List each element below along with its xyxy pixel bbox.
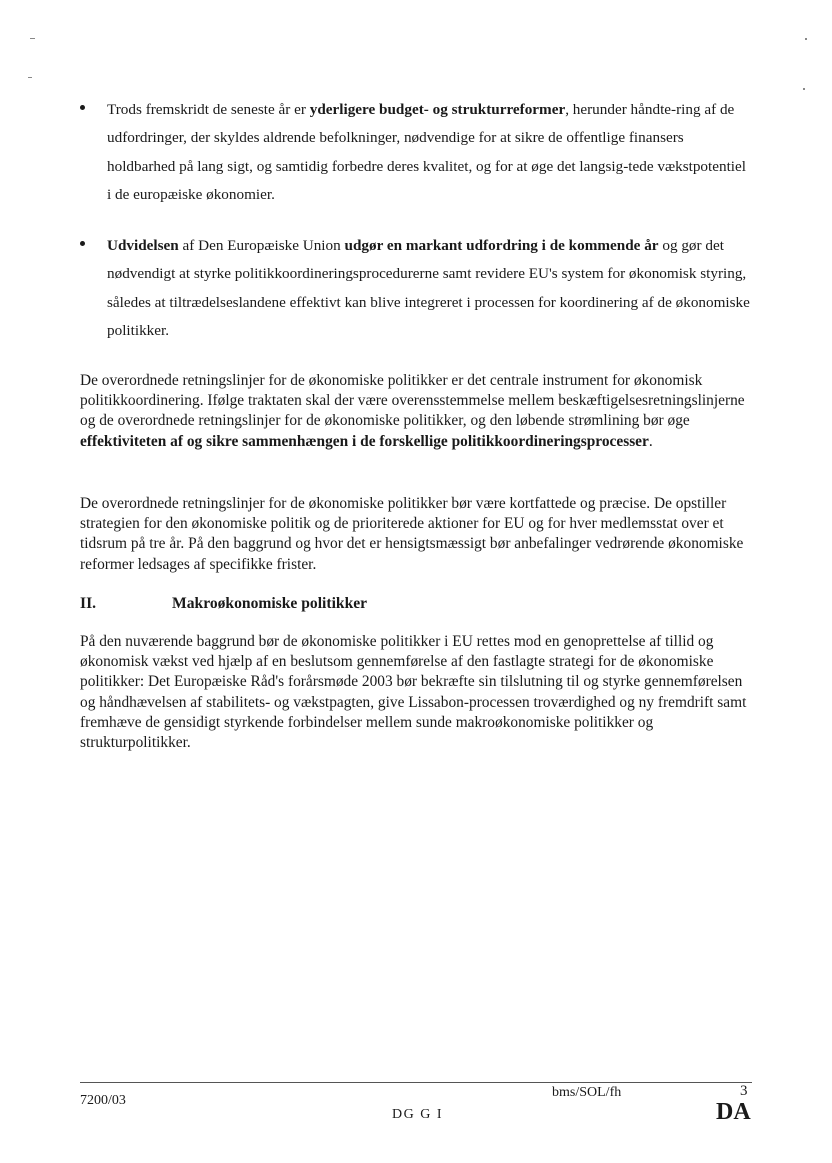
footer-divider (80, 1082, 752, 1083)
scan-speck (803, 88, 805, 90)
bullet-item-enlargement (80, 232, 752, 346)
bullet-item-reforms (80, 96, 752, 210)
bullet-icon (80, 241, 85, 246)
section-title: Makroøkonomiske politikker (172, 595, 368, 612)
scan-speck (30, 38, 35, 39)
bullet-icon (80, 105, 85, 110)
footer-language-code: DA (716, 1099, 751, 1125)
paragraph-guidelines: De overordnede retningslinjer for de økonomiske politikker er det centrale instrument for økonomisk politikkoordinering. Ifølge traktaten skal der være overensstemmelse mellem beskæftigelsesretningslinjerne og de overordnede retningslinjer for de økonomiske politikker, og den løbende strømlining bør øge effektiviteten af og sikre sammenhængen i de forskellige politikkoordineringsprocesser. (80, 372, 745, 450)
bullet-text: Trods fremskridt de seneste år er yderligere budget- og strukturreformer, herunder håndte-ring af de udfordringer, der skyldes aldrende befolkninger, nødvendige for at sikre de offentlige finansers holdbarhed på lang sigt, og samtidig forbedre deres kvalitet, og for at øge det langsig-tede vækstpotentiel i de europæiske økonomier. (107, 101, 746, 204)
footer-page-number: 3 (740, 1083, 748, 1099)
scan-speck (28, 77, 32, 78)
bullet-text: Udvidelsen af Den Europæiske Union udgør en markant udfordring i de kommende år og gør det nødvendigt at styrke politikkoordineringsprocedurerne samt revidere EU's system for økonomisk styring, således at tiltrædelseslandene effektivt kan blive integreret i processen for koordinering af de økonomiske politikker. (107, 237, 750, 340)
footer-directorate: DG G I (392, 1107, 443, 1122)
footer-reference: bms/SOL/fh (552, 1085, 622, 1100)
footer-doc-number: 7200/03 (80, 1093, 126, 1108)
section-heading (80, 595, 367, 613)
paragraph-concise: De overordnede retningslinjer for de økonomiske politikker bør være kortfattede og præcise. De opstiller strategien for den økonomiske politik og de prioriterede aktioner for EU og for hver medlemsstat over et tidsrum på tre år. På den baggrund og hvor det er hensigtsmæssigt bør anbefalinger vedrørende økonomiske reformer ledsages af specifikke frister. (80, 495, 744, 573)
paragraph-macroeconomic: På den nuværende baggrund bør de økonomiske politikker i EU rettes mod en genoprettelse af tillid og økonomisk vækst ved hjælp af en beslutsom gennemførelse af den fastlagte strategi for de økonomiske politikker: Det Europæiske Råd's forårsmøde 2003 bør bekræfte sin tilslutning til og styrke gennemførelsen og håndhævelsen af stabilitets- og vækstpagten, give Lissabon-processen troværdighed og ny fremdrift samt fremhæve de gensidigt styrkende forbindelser mellem sunde makroøkonomiske politikker og strukturpolitikker. (80, 633, 747, 752)
section-number: II. (80, 595, 97, 612)
scan-speck (805, 38, 807, 40)
